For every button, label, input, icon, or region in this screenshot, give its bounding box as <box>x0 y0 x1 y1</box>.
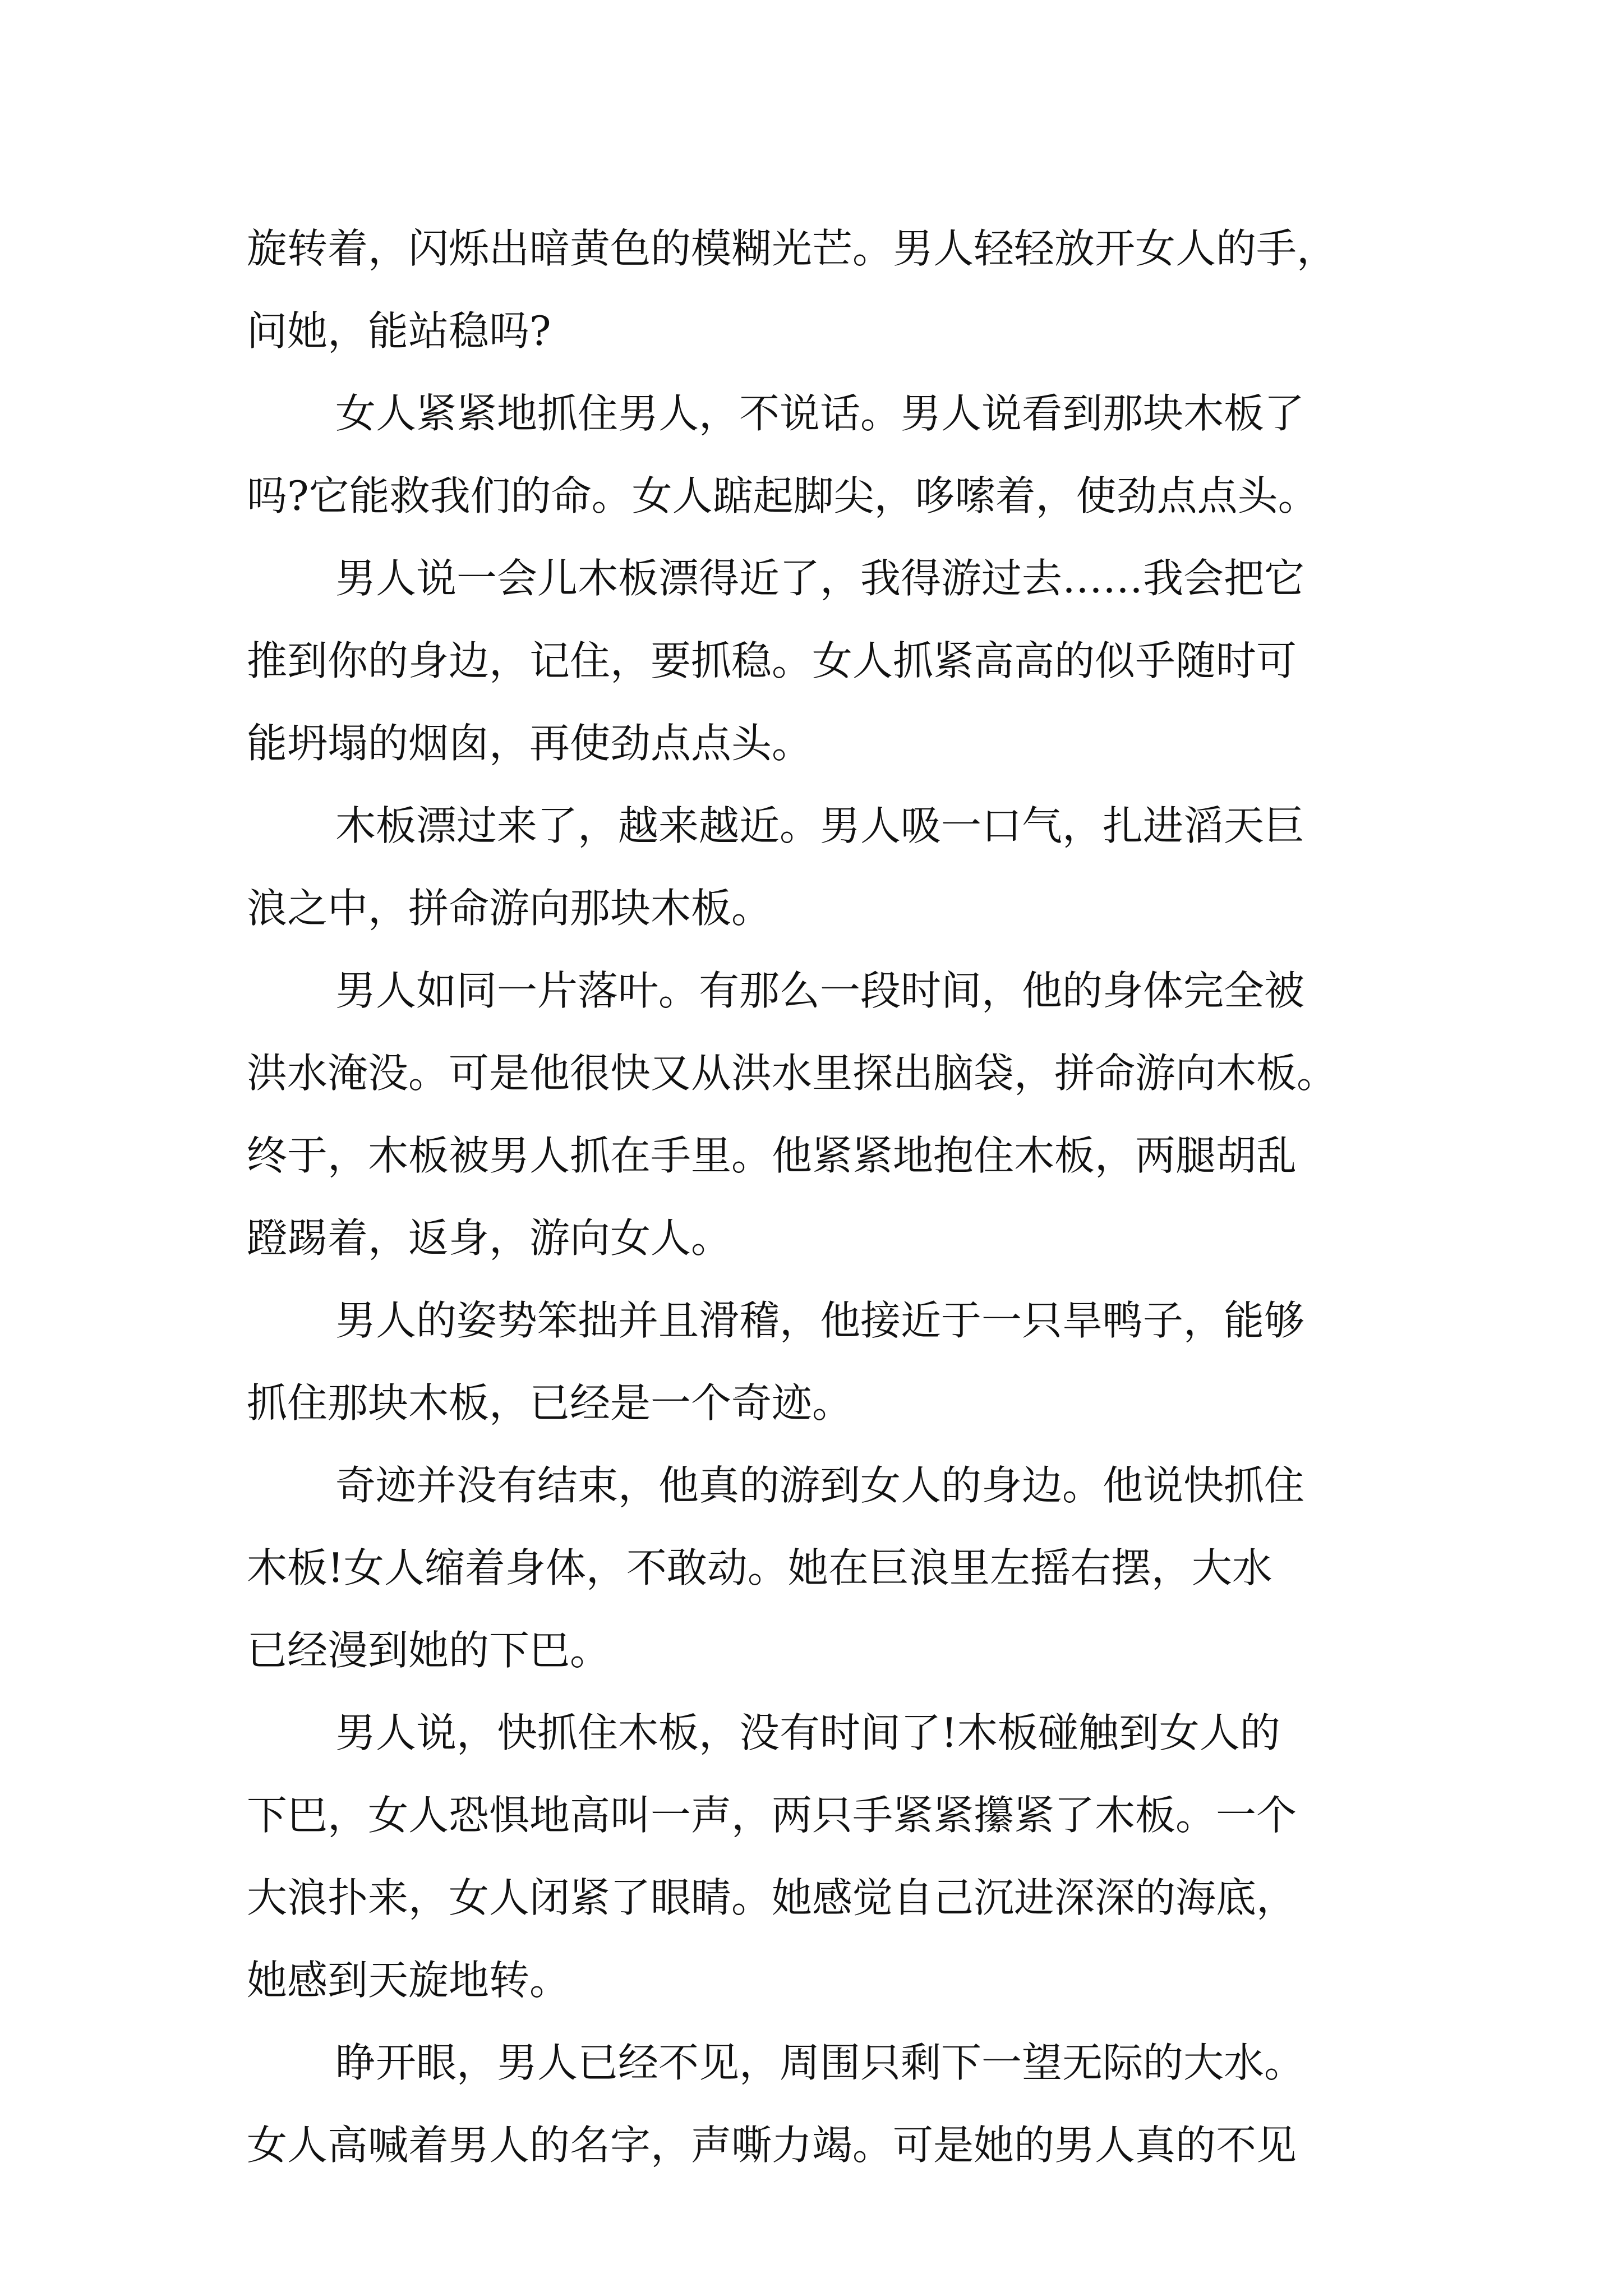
story-text <box>247 208 1391 2187</box>
paragraph-first-line: 男人说一会儿木板漂得近了，我得游过去……我会把它 <box>335 555 1305 602</box>
text-line: 能坍塌的烟囱，再使劲点点头。 <box>247 720 813 767</box>
paragraph-first-line: 奇迹并没有结束，他真的游到女人的身边。他说快抓住 <box>335 1462 1305 1509</box>
paragraph-first-line: 男人的姿势笨拙并且滑稽，他接近于一只旱鸭子，能够 <box>335 1297 1305 1344</box>
text-line: 洪水淹没。可是他很快又从洪水里探出脑袋，拼命游向木板。 <box>247 1050 1338 1097</box>
text-line: 已经漫到她的下巴。 <box>247 1627 611 1674</box>
text-line: 大浪扑来，女人闭紧了眼睛。她感觉自己沉进深深的海底， <box>247 1874 1297 1921</box>
text-line: 终于，木板被男人抓在手里。他紧紧地抱住木板，两腿胡乱 <box>247 1132 1297 1179</box>
paragraph-first-line: 睁开眼，男人已经不见，周围只剩下一望无际的大水。 <box>335 2039 1305 2086</box>
text-line: 旋转着，闪烁出暗黄色的模糊光芒。男人轻轻放开女人的手， <box>247 225 1338 272</box>
text-line: 蹬踢着，返身，游向女人。 <box>247 1214 732 1262</box>
text-line: 女人高喊着男人的名字，声嘶力竭。可是她的男人真的不见 <box>247 2122 1297 2169</box>
paragraph-first-line: 女人紧紧地抓住男人，不说话。男人说看到那块木板了 <box>335 390 1305 437</box>
text-line: 下巴，女人恐惧地高叫一声，两只手紧紧攥紧了木板。一个 <box>247 1792 1297 1839</box>
text-line: 问她，能站稳吗? <box>247 307 551 355</box>
text-line: 她感到天旋地转。 <box>247 1957 570 2004</box>
text-line: 抓住那块木板，已经是一个奇迹。 <box>247 1379 853 1427</box>
text-line: 木板!女人缩着身体，不敢动。她在巨浪里左摇右摆，大水 <box>247 1544 1272 1591</box>
paragraph-first-line: 男人说，快抓住木板，没有时间了!木板碰触到女人的 <box>335 1709 1280 1756</box>
text-line: 浪之中，拼命游向那块木板。 <box>247 885 772 932</box>
text-line: 吗?它能救我们的命。女人踮起脚尖，哆嗦着，使劲点点头。 <box>247 472 1318 519</box>
text-line: 推到你的身边，记住，要抓稳。女人抓紧高高的似乎随时可 <box>247 637 1297 684</box>
paragraph-first-line: 男人如同一片落叶。有那么一段时间，他的身体完全被 <box>335 967 1305 1014</box>
paragraph-first-line: 木板漂过来了，越来越近。男人吸一口气，扎进滔天巨 <box>335 802 1305 849</box>
